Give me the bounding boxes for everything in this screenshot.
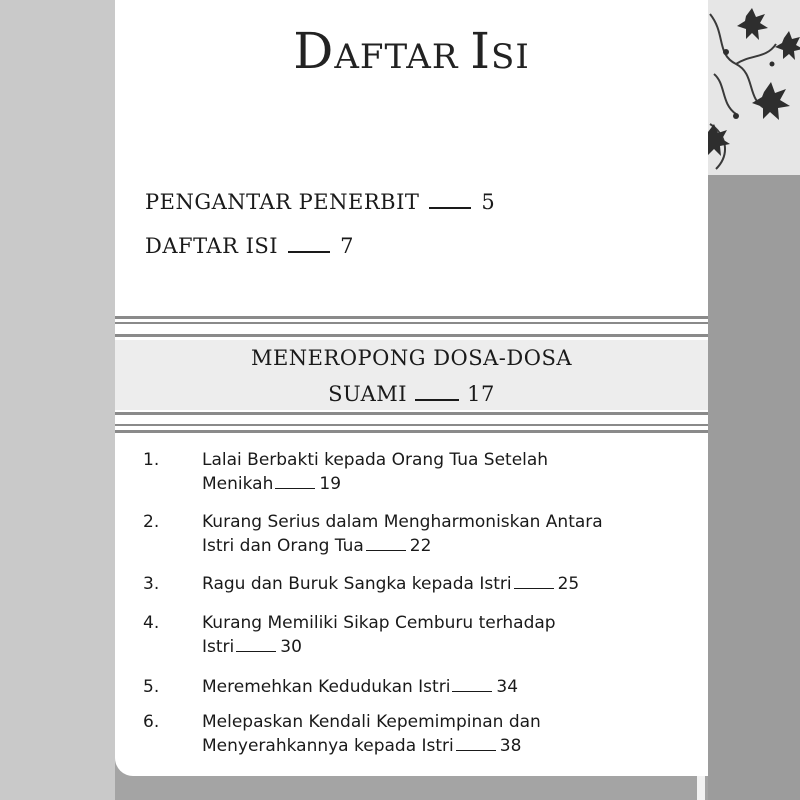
toc-entry-number: 5.: [143, 677, 160, 697]
toc-entry-text: [202, 675, 697, 699]
front-matter-entry[interactable]: [145, 190, 495, 214]
toc-entry-line2: Istri: [202, 637, 235, 657]
front-matter-page: 7: [340, 234, 354, 258]
front-matter-entry[interactable]: [145, 234, 354, 258]
page-edge-shadow: [697, 776, 705, 800]
section-page: 17: [467, 382, 495, 406]
toc-entry-number: 4.: [143, 613, 160, 633]
toc-entry-line1: Kurang Memiliki Sikap Cemburu terhadap: [202, 613, 556, 633]
toc-entry-number: 2.: [143, 512, 160, 532]
band-rule-bottom-inner: [115, 412, 708, 415]
dot-leader: [236, 639, 276, 652]
toc-entry-page: 22: [409, 536, 432, 556]
toc-entry-number: 6.: [143, 712, 160, 732]
toc-entry-page: 38: [499, 736, 522, 756]
toc-entry-page: 25: [557, 574, 580, 594]
band-rule-bottom: [115, 430, 708, 433]
toc-entry-line1: Lalai Berbakti kepada Orang Tua Setelah: [202, 450, 549, 470]
floral-ornament-icon: [706, 4, 800, 176]
toc-entry-page: 30: [280, 637, 302, 657]
dot-leader: [514, 576, 554, 589]
band-rule-top-inner: [115, 334, 708, 337]
toc-entry-line2: Menyerahkannya kepada Istri: [202, 736, 454, 756]
toc-entry-text: [202, 448, 697, 496]
toc-entry-line2: Istri dan Orang Tua: [202, 536, 364, 556]
band-rule-bottom-thin: [115, 424, 708, 426]
front-matter-label: DAFTAR ISI: [145, 234, 279, 258]
band-rule-top: [115, 316, 708, 319]
dot-leader: [366, 538, 406, 551]
toc-entry-line2: Menikah: [202, 474, 274, 494]
toc-entry-line1: Ragu dan Buruk Sangka kepada Istri: [202, 574, 512, 594]
toc-entry-number: 3.: [143, 574, 160, 594]
band-rule-top-thin: [115, 322, 708, 324]
dot-leader: [452, 679, 492, 692]
title-word-daftar-rest: AFTAR: [334, 37, 459, 77]
section-title-line2[interactable]: [115, 382, 708, 406]
toc-entry-page: 19: [319, 474, 342, 494]
page-title: [115, 22, 708, 80]
toc-entry-page: 34: [496, 677, 519, 697]
toc-entry-text: [202, 611, 697, 659]
dot-leader: [288, 237, 330, 253]
dot-leader: [429, 193, 471, 209]
title-word-isi-rest: SI: [491, 37, 530, 77]
toc-entry-text: [202, 710, 697, 758]
dot-leader: [415, 385, 459, 401]
title-initial-d: D: [293, 22, 335, 80]
section-title-word: SUAMI: [328, 382, 408, 406]
front-matter-page: 5: [481, 190, 496, 214]
left-background-strip: [0, 0, 115, 800]
book-page: [115, 0, 708, 776]
toc-entry-line1: Meremehkan Kedudukan Istri: [202, 677, 451, 697]
dot-leader: [275, 476, 315, 489]
toc-entry-number: 1.: [143, 450, 160, 470]
toc-entry-line1: Kurang Serius dalam Mengharmoniskan Antara: [202, 512, 603, 532]
section-heading-band: [115, 316, 708, 434]
toc-entry-line1: Melepaskan Kendali Kepemimpinan dan: [202, 712, 541, 732]
toc-entry-text: [202, 510, 697, 558]
section-title-line1: MENEROPONG DOSA-DOSA: [250, 346, 573, 370]
toc-entry-text: [202, 572, 697, 596]
title-initial-i: I: [470, 22, 492, 80]
front-matter-label: PENGANTAR PENERBIT: [145, 190, 420, 214]
dot-leader: [456, 738, 496, 751]
